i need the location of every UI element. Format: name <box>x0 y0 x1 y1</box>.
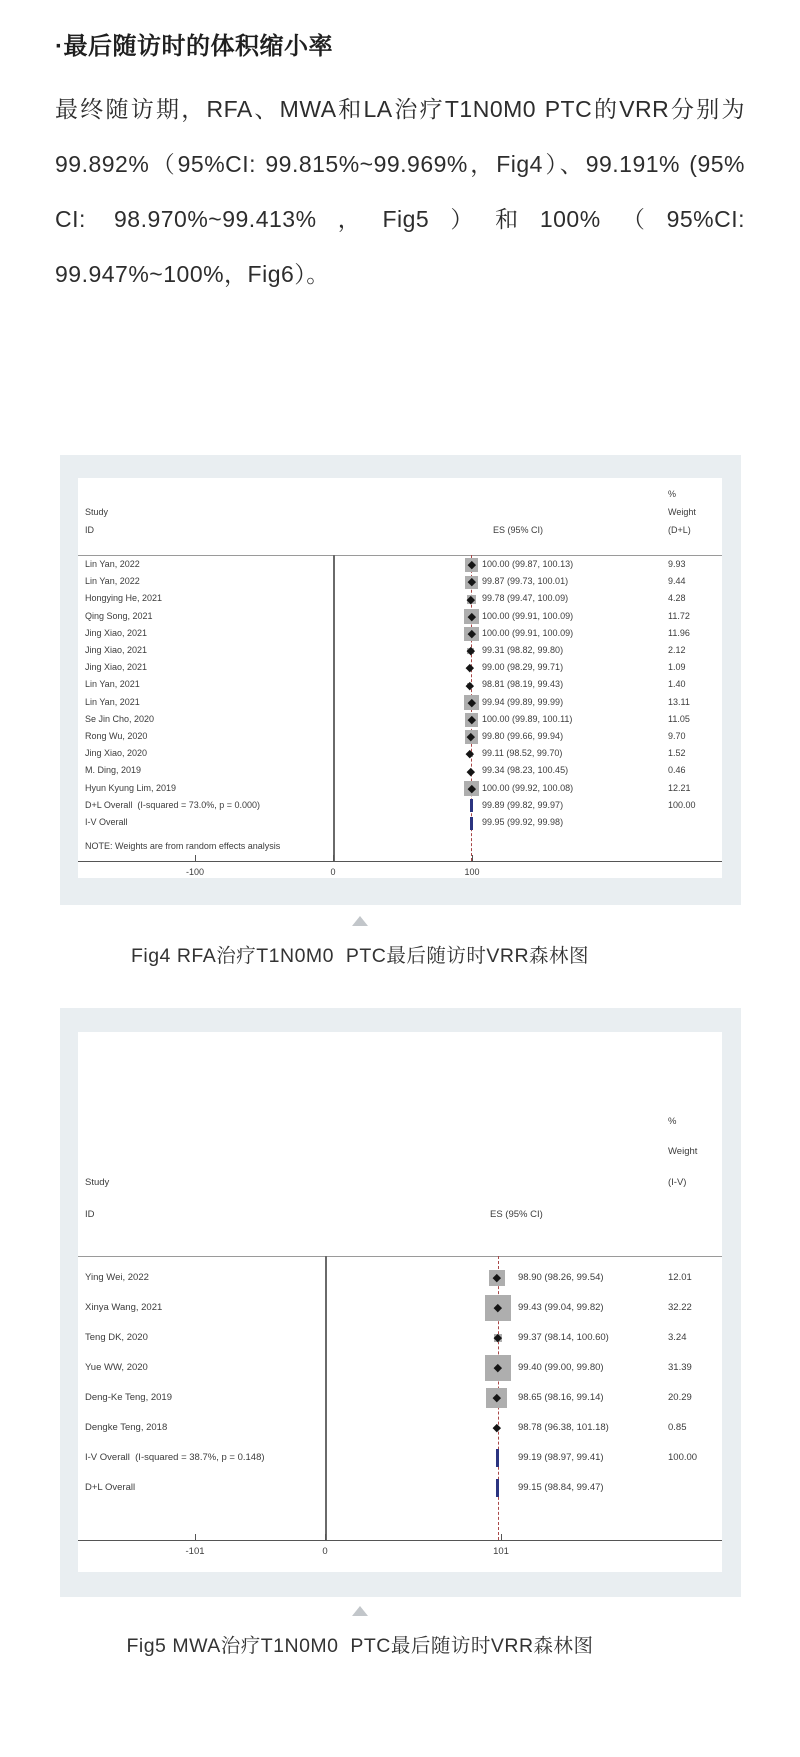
overall-label: D+L Overall (I-squared = 73.0%, p = 0.000) <box>85 799 261 810</box>
es-ci-value: 99.40 (99.00, 99.80) <box>518 1361 604 1373</box>
effect-marker-icon <box>493 1424 501 1432</box>
weight-value: 0.46 <box>668 765 686 776</box>
study-label: Qing Song, 2021 <box>85 610 153 621</box>
study-label: Lin Yan, 2021 <box>85 696 140 707</box>
es-ci-value: 98.81 (98.19, 99.43) <box>482 679 564 690</box>
column-header-study: Study <box>85 507 109 518</box>
effect-marker-icon <box>466 681 474 689</box>
forest-plot-fig5 <box>60 1008 741 1597</box>
weight-value: 20.29 <box>668 1391 692 1403</box>
x-axis-line <box>78 1540 722 1541</box>
es-ci-value: 99.78 (99.47, 100.09) <box>482 593 569 604</box>
axis-tick <box>501 1534 502 1540</box>
header-separator-line <box>78 555 722 556</box>
axis-tick-label: 100 <box>464 867 480 878</box>
study-label: Xinya Wang, 2021 <box>85 1301 163 1313</box>
column-header-id: ID <box>85 525 94 536</box>
overall-label: I-V Overall <box>85 817 128 828</box>
x-axis-line <box>78 861 722 862</box>
weight-value: 1.52 <box>668 748 686 759</box>
es-ci-value: 99.80 (99.66, 99.94) <box>482 731 564 742</box>
study-label: Dengke Teng, 2018 <box>85 1421 168 1433</box>
study-label: Jing Xiao, 2021 <box>85 645 148 656</box>
body-paragraph: 最终随访期，RFA、MWA和LA治疗T1N0M0 PTC的VRR分别为99.892%（95%CI: 99.815%~99.969%，Fig4）、99.191% (95% CI: 98.970%~99.413%，Fig5）和100%（95%CI: 99.947%~100%，Fig6）。 <box>55 96 745 287</box>
note-text: NOTE: Weights are from random effects analysis <box>85 841 281 852</box>
es-ci-value: 98.65 (98.16, 99.14) <box>518 1391 604 1403</box>
es-ci-value: 99.11 (98.52, 99.70) <box>482 748 563 759</box>
es-ci-value: 100.00 (99.89, 100.11) <box>482 713 573 724</box>
axis-tick-label: -100 <box>185 867 205 878</box>
study-label: Hyun Kyung Lim, 2019 <box>85 782 177 793</box>
axis-tick-label: 0 <box>330 867 336 878</box>
weight-value: 4.28 <box>668 593 686 604</box>
weight-value: 100.00 <box>668 1451 698 1463</box>
es-ci-value: 99.87 (99.73, 100.01) <box>482 576 569 587</box>
axis-tick-label: 0 <box>322 1545 328 1557</box>
es-ci-value: 99.89 (99.82, 99.97) <box>482 799 564 810</box>
column-header-weight-pct: % <box>668 1115 677 1127</box>
es-ci-value: 99.43 (99.04, 99.82) <box>518 1301 604 1313</box>
weight-value: 9.93 <box>668 559 686 570</box>
column-header-weight-method: (I-V) <box>668 1176 687 1188</box>
es-ci-value: 100.00 (99.91, 100.09) <box>482 610 574 621</box>
es-ci-value: 98.78 (96.38, 101.18) <box>518 1421 609 1433</box>
column-header-es: ES (95% CI) <box>490 1208 543 1220</box>
column-header-weight-method: (D+L) <box>668 525 691 536</box>
axis-tick-label: 101 <box>493 1545 509 1557</box>
es-ci-value: 98.90 (98.26, 99.54) <box>518 1271 604 1283</box>
weight-value: 3.24 <box>668 1331 687 1343</box>
weight-value: 11.96 <box>668 627 690 638</box>
zero-reference-line <box>325 1256 327 1540</box>
overall-ci-bar <box>470 799 473 812</box>
study-label: Deng-Ke Teng, 2019 <box>85 1391 172 1403</box>
study-label: Lin Yan, 2022 <box>85 576 140 587</box>
weight-value: 32.22 <box>668 1301 692 1313</box>
study-label: Jing Xiao, 2021 <box>85 662 148 673</box>
zero-reference-line <box>333 555 335 861</box>
weight-value: 31.39 <box>668 1361 692 1373</box>
forest-plot-area-fig4 <box>78 478 722 878</box>
weight-value: 100.00 <box>668 799 696 810</box>
weight-value: 13.11 <box>668 696 690 707</box>
header-separator-line <box>78 1256 722 1257</box>
study-label: Lin Yan, 2021 <box>85 679 140 690</box>
column-header-weight-pct: % <box>668 489 677 500</box>
weight-value: 11.72 <box>668 610 690 621</box>
effect-marker-icon <box>466 664 474 672</box>
effect-marker-icon <box>466 750 474 758</box>
triangle-up-icon <box>352 1606 368 1616</box>
study-label: Yue WW, 2020 <box>85 1361 148 1373</box>
axis-tick <box>195 855 196 861</box>
overall-ci-bar <box>496 1449 499 1467</box>
study-label: Teng DK, 2020 <box>85 1331 148 1343</box>
column-header-id: ID <box>85 1208 95 1220</box>
weight-value: 12.01 <box>668 1271 692 1283</box>
es-ci-value: 100.00 (99.87, 100.13) <box>482 559 574 570</box>
triangle-up-icon <box>352 916 368 926</box>
overall-ci-bar <box>470 817 473 830</box>
study-label: Jing Xiao, 2020 <box>85 748 148 759</box>
weight-value: 12.21 <box>668 782 691 793</box>
section-heading: ·最后随访时的体积缩小率 <box>55 33 333 60</box>
study-label: Jing Xiao, 2021 <box>85 627 148 638</box>
es-ci-value: 100.00 (99.91, 100.09) <box>482 627 574 638</box>
study-label: Rong Wu, 2020 <box>85 731 148 742</box>
forest-plot-fig4 <box>60 455 741 905</box>
es-ci-value: 99.95 (99.92, 99.98) <box>482 817 564 828</box>
weight-value: 1.09 <box>668 662 686 673</box>
weight-value: 9.44 <box>668 576 686 587</box>
axis-tick <box>333 855 334 861</box>
es-ci-value: 99.94 (99.89, 99.99) <box>482 696 564 707</box>
fig5-caption: Fig5 MWA治疗T1N0M0 PTC最后随访时VRR森林图 <box>126 1635 594 1657</box>
weight-value: 0.85 <box>668 1421 687 1433</box>
weight-value: 11.05 <box>668 713 690 724</box>
overall-label: D+L Overall <box>85 1481 136 1493</box>
es-ci-value: 99.31 (98.82, 99.80) <box>482 645 564 656</box>
weight-value: 9.70 <box>668 731 686 742</box>
fig4-caption: Fig4 RFA治疗T1N0M0 PTC最后随访时VRR森林图 <box>130 945 590 967</box>
es-ci-value: 99.37 (98.14, 100.60) <box>518 1331 609 1343</box>
fig5-caption-block <box>0 1606 720 1658</box>
forest-plot-area-fig5 <box>78 1032 722 1572</box>
es-ci-value: 99.00 (98.29, 99.71) <box>482 662 564 673</box>
fig4-caption-block <box>0 916 720 968</box>
es-ci-value: 100.00 (99.92, 100.08) <box>482 782 574 793</box>
axis-tick <box>195 1534 196 1540</box>
study-label: Hongying He, 2021 <box>85 593 163 604</box>
axis-tick-label: -101 <box>185 1545 205 1557</box>
es-ci-value: 99.15 (98.84, 99.47) <box>518 1481 604 1493</box>
study-label: Lin Yan, 2022 <box>85 559 140 570</box>
overall-ci-bar <box>496 1479 499 1497</box>
axis-tick <box>325 1534 326 1540</box>
weight-value: 2.12 <box>668 645 686 656</box>
study-label: Ying Wei, 2022 <box>85 1271 149 1283</box>
column-header-weight: Weight <box>668 507 696 518</box>
es-ci-value: 99.19 (98.97, 99.41) <box>518 1451 604 1463</box>
study-label: M. Ding, 2019 <box>85 765 142 776</box>
column-header-weight: Weight <box>668 1145 698 1157</box>
overall-label: I-V Overall (I-squared = 38.7%, p = 0.148) <box>85 1451 265 1463</box>
es-ci-value: 99.34 (98.23, 100.45) <box>482 765 569 776</box>
study-label: Se Jin Cho, 2020 <box>85 713 155 724</box>
weight-value: 1.40 <box>668 679 686 690</box>
effect-marker-icon <box>467 767 475 775</box>
column-header-es: ES (95% CI) <box>493 525 544 536</box>
axis-tick <box>472 855 473 861</box>
column-header-study: Study <box>85 1176 110 1188</box>
